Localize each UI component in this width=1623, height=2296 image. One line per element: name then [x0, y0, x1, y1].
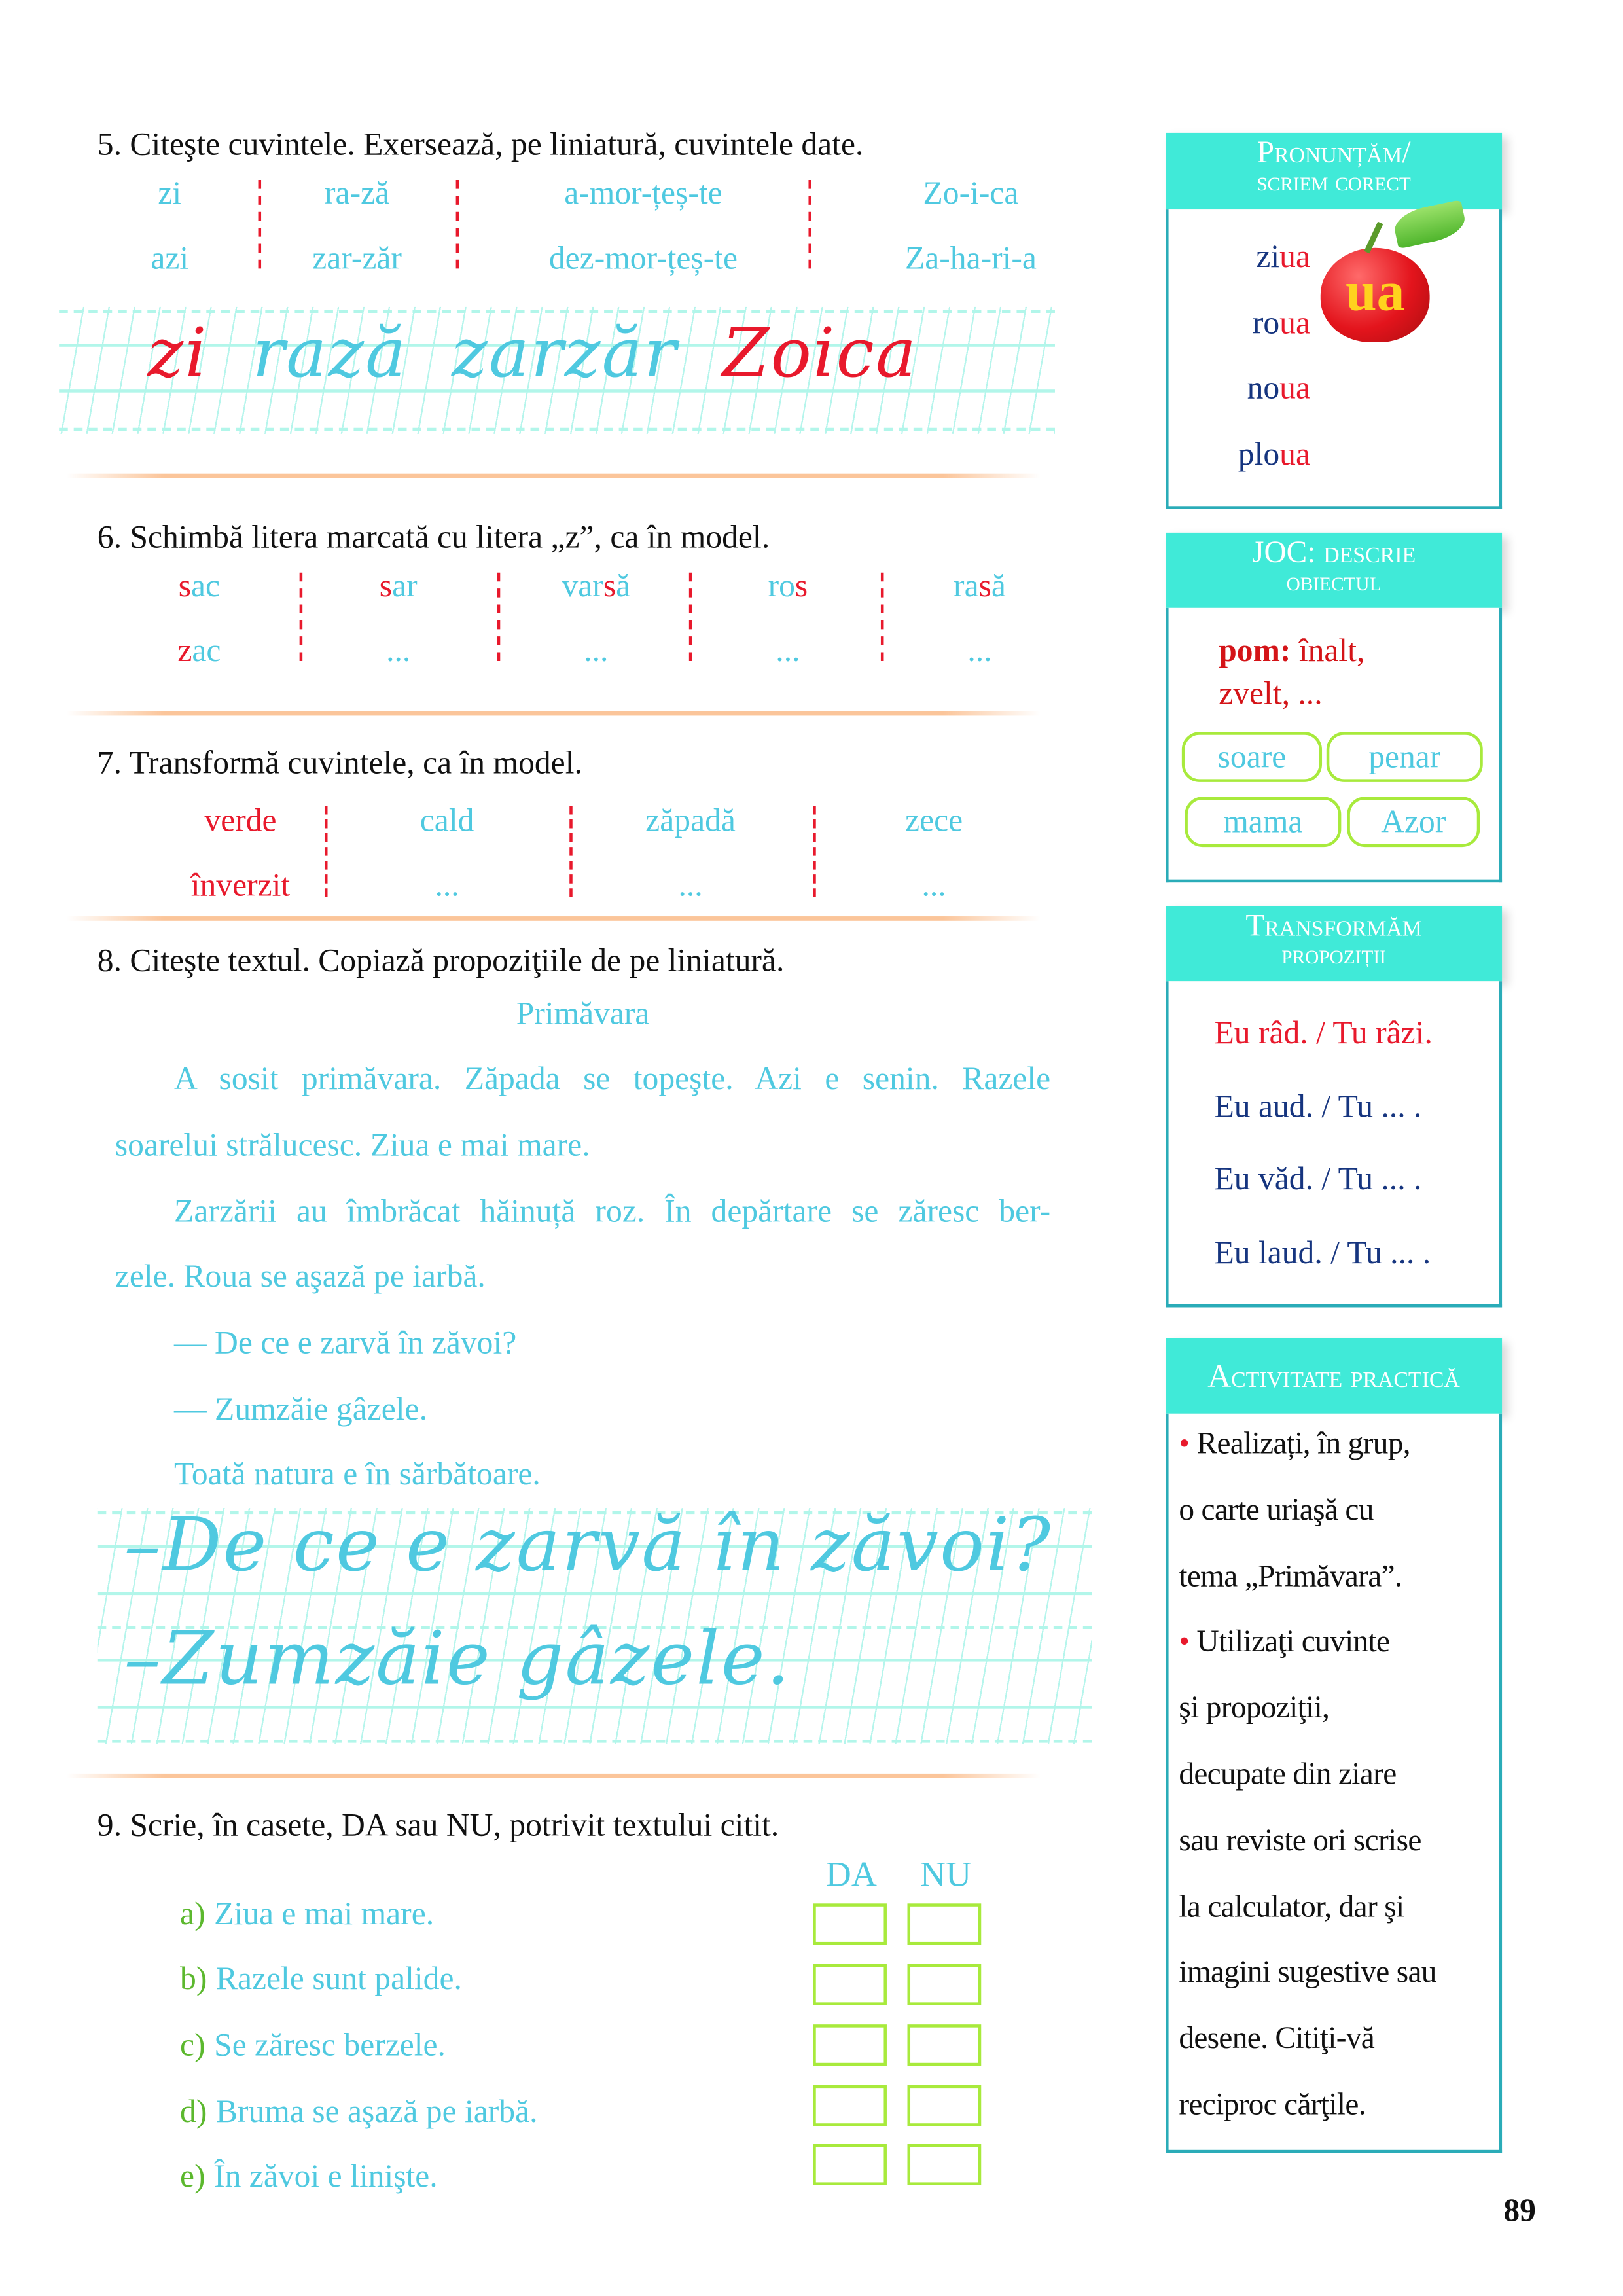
word: zece	[905, 801, 963, 838]
word-stem: ro	[1252, 304, 1280, 341]
statement-letter: c)	[180, 2026, 205, 2063]
cursive-model-words	[147, 313, 961, 393]
statement	[180, 2157, 438, 2196]
marked-letter: s	[978, 566, 991, 604]
cursive-word: rază	[252, 312, 408, 393]
dashed-separator	[689, 573, 692, 661]
box-header-pronuntam	[1166, 133, 1502, 209]
box-header-activitate: Activitate practică	[1166, 1338, 1502, 1414]
word	[776, 632, 800, 670]
exercise-7-title: 7. Transformă cuvintele, ca în model.	[97, 744, 582, 781]
text-line: — De ce e zarvă în zăvoi?	[174, 1323, 517, 1361]
word	[562, 567, 630, 605]
word-ending: ua	[1279, 368, 1310, 406]
answer-box-da[interactable]	[813, 2144, 887, 2185]
cursive-word: zarzăr	[451, 312, 678, 393]
dashed-separator	[813, 806, 816, 897]
syllable-word: Zo-i-ca	[923, 174, 1019, 211]
marked-letter: s	[379, 566, 393, 604]
word-part: ac	[192, 631, 221, 669]
sentence-pair: Eu aud. / Tu ... .	[1214, 1087, 1422, 1124]
box-pronuntam	[1166, 209, 1502, 509]
word-tag-penar: penar	[1327, 732, 1483, 782]
dashed-separator	[325, 806, 328, 897]
answer-box-da[interactable]	[813, 2024, 887, 2066]
page-number: 89	[1503, 2191, 1536, 2229]
word	[380, 567, 418, 605]
activity-line	[1179, 1822, 1421, 1859]
sentence-pair: Eu laud. / Tu ... .	[1214, 1233, 1431, 1271]
word-stem: plo	[1238, 435, 1280, 473]
answer-box-da[interactable]	[813, 2085, 887, 2126]
activity-text-line: decupate din ziare	[1179, 1755, 1397, 1791]
exercise-5-title: 5. Citeşte cuvintele. Exersează, pe liniatură, cuvintele date.	[97, 125, 864, 162]
dashed-separator	[569, 806, 573, 897]
activity-text-line: imagini sugestive sau	[1179, 1954, 1436, 1990]
marked-letter: s	[794, 566, 808, 604]
word: înverzit	[190, 866, 291, 903]
activity-text-line: tema „Primăvara”.	[1179, 1557, 1402, 1593]
cursive-word: Zoica	[722, 312, 918, 393]
ua-word	[1247, 369, 1310, 408]
box-title-line: scriem corect	[1257, 166, 1411, 198]
word-part: ...	[776, 631, 800, 669]
answer-blank[interactable]: ...	[921, 866, 946, 903]
text-line: — Zumzăie gâzele.	[174, 1390, 427, 1427]
text-line: A sosit primăvara. Zăpada se topeşte. Azi e senin. Razele	[174, 1059, 1051, 1097]
box-title-line: propoziții	[1281, 940, 1386, 970]
word-tag-mama: mama	[1185, 797, 1341, 847]
answer-blank[interactable]: ...	[678, 866, 703, 903]
text-line: Zarzării au îmbrăcat hăinuță roz. În depărtare se zăresc ber-	[174, 1192, 1051, 1229]
statement	[180, 1895, 434, 1933]
statement	[180, 2026, 446, 2064]
word: zăpadă	[645, 801, 736, 838]
activity-text-line: Realizați, în grup,	[1196, 1425, 1410, 1461]
activity-text-line: şi propoziţii,	[1179, 1689, 1330, 1725]
dashed-separator	[808, 180, 812, 268]
handwriting-ruled-area[interactable]	[59, 307, 1055, 434]
activity-line	[1179, 1558, 1402, 1594]
syllable-word: zar-zăr	[312, 239, 402, 276]
text-heading: Primăvara	[516, 994, 650, 1031]
word-part: var	[562, 566, 603, 604]
word-part: ...	[967, 631, 992, 669]
word: cald	[419, 801, 474, 838]
activity-line	[1179, 1624, 1389, 1660]
syllable-word: azi	[151, 239, 189, 276]
word: verde	[204, 801, 277, 838]
describe-example-line-1	[1219, 632, 1364, 670]
text-line: soarelui strălucesc. Ziua e mai mare.	[115, 1126, 590, 1163]
dashed-separator	[881, 573, 884, 661]
answer-box-nu[interactable]	[908, 2024, 982, 2066]
syllable-word: ra-ză	[325, 174, 390, 211]
word	[768, 567, 808, 605]
word	[967, 632, 991, 670]
box-title-line: JOC: descrie	[1252, 534, 1416, 570]
word-ending: ua	[1279, 304, 1310, 341]
statement-letter: b)	[180, 1959, 207, 1997]
box-header-joc	[1166, 533, 1502, 608]
sentence-pair: Eu râd. / Tu râzi.	[1214, 1013, 1433, 1051]
statement-letter: a)	[180, 1894, 205, 1932]
word-stem: zi	[1256, 237, 1280, 275]
word-ending: ua	[1279, 237, 1310, 275]
word-part: ă	[616, 566, 631, 604]
statement-letter: d)	[180, 2092, 207, 2130]
activity-line	[1179, 1426, 1410, 1462]
activity-text-line: desene. Citiţi-vă	[1179, 2020, 1375, 2056]
example-object: pom:	[1219, 631, 1291, 669]
dashed-separator	[456, 180, 459, 268]
activity-line	[1179, 2087, 1366, 2123]
apple-label: ua	[1345, 261, 1405, 323]
section-divider	[66, 1774, 1040, 1778]
word-part: ...	[386, 631, 411, 669]
statement	[180, 2092, 537, 2131]
statement-text: Bruma se aşază pe iarbă.	[215, 2092, 538, 2130]
marked-letter: z	[177, 631, 192, 669]
section-divider	[66, 474, 1040, 478]
word-part: ra	[954, 566, 979, 604]
syllable-word: a-mor-țeș-te	[564, 174, 722, 211]
word-part: ă	[991, 566, 1006, 604]
cursive-line-2: –Zumzăie gâzele.	[124, 1615, 791, 1702]
dashed-separator	[300, 573, 303, 661]
word-tag-azor: Azor	[1347, 797, 1480, 847]
ua-word	[1256, 238, 1310, 276]
activity-text-line: o carte uriaşă cu	[1179, 1491, 1374, 1527]
word-ending: ua	[1279, 435, 1310, 473]
activity-line	[1179, 2020, 1374, 2057]
box-title-line: Pronunțăm/	[1257, 134, 1411, 170]
dashed-separator	[259, 180, 262, 268]
text-line: Toată natura e în sărbătoare.	[174, 1454, 541, 1492]
word-stem: no	[1247, 368, 1280, 406]
statement-letter: e)	[180, 2157, 205, 2195]
word	[386, 632, 410, 670]
word-part: ac	[190, 566, 221, 604]
exercise-8-title: 8. Citeşte textul. Copiază propoziţiile de pe liniatură.	[97, 941, 785, 978]
exercise-6-title: 6. Schimbă litera marcată cu litera „z”, ca în model.	[97, 518, 770, 555]
answer-blank[interactable]: ...	[435, 866, 459, 903]
activity-text-line: Utilizaţi cuvinte	[1196, 1623, 1390, 1659]
column-header-nu: NU	[920, 1856, 972, 1895]
answer-box-da[interactable]	[813, 1964, 887, 2005]
answer-box-nu[interactable]	[908, 1903, 982, 1945]
activity-line	[1179, 1756, 1396, 1793]
answer-box-da[interactable]	[813, 1903, 887, 1945]
box-title-line: obiectul	[1286, 566, 1382, 596]
statement-text: Ziua e mai mare.	[214, 1894, 435, 1932]
ruler-line	[98, 1592, 1092, 1596]
handwriting-ruled-area[interactable]	[98, 1502, 1092, 1744]
bullet-icon: •	[1179, 1623, 1190, 1659]
syllable-word: zi	[158, 174, 182, 211]
sentence-pair: Eu văd. / Tu ... .	[1214, 1160, 1422, 1197]
word	[954, 567, 1006, 605]
answer-box-nu[interactable]	[908, 2144, 982, 2185]
marked-letter: s	[178, 566, 191, 604]
activity-text-line: sau reviste ori scrise	[1179, 1821, 1421, 1857]
example-adjectives: înalt,	[1291, 631, 1365, 669]
word	[177, 632, 221, 670]
ua-word	[1253, 304, 1310, 342]
activity-line	[1179, 1492, 1373, 1528]
word-tag-soare: soare	[1182, 732, 1322, 782]
activity-line	[1179, 1888, 1404, 1925]
exercise-9-title: 9. Scrie, în casete, DA sau NU, potrivit textului citit.	[97, 1806, 779, 1843]
activity-text-line: reciproc cărţile.	[1179, 2086, 1366, 2122]
ua-word	[1238, 435, 1310, 474]
word-part: ro	[768, 566, 795, 604]
syllable-word: Za-ha-ri-a	[904, 239, 1037, 276]
cursive-line-1: –De ce e zarvă în zăvoi?	[124, 1502, 1052, 1588]
ruler-line	[98, 1706, 1092, 1709]
activity-line	[1179, 1954, 1436, 1991]
bullet-icon: •	[1179, 1425, 1190, 1461]
describe-example-line-2: zvelt, ...	[1219, 674, 1323, 711]
dashed-separator	[497, 573, 501, 661]
ruler-line	[98, 1740, 1092, 1743]
text-line: zele. Roua se aşază pe iarbă.	[115, 1257, 486, 1295]
statement-text: Se zăresc berzele.	[214, 2026, 446, 2063]
section-divider	[66, 916, 1040, 921]
statement-text: În zăvoi e linişte.	[214, 2157, 438, 2195]
word-part: ar	[392, 566, 418, 604]
cursive-word: zi	[147, 312, 208, 393]
word	[179, 567, 220, 605]
word	[584, 632, 608, 670]
section-divider	[66, 711, 1040, 716]
activity-line	[1179, 1690, 1329, 1727]
column-header-da: DA	[825, 1856, 877, 1895]
box-title-line: Transformăm	[1245, 907, 1422, 943]
answer-box-nu[interactable]	[908, 1964, 982, 2005]
statement	[180, 1960, 462, 1998]
answer-box-nu[interactable]	[908, 2085, 982, 2126]
activity-text-line: la calculator, dar şi	[1179, 1888, 1404, 1924]
word-part: ...	[584, 631, 609, 669]
ruler-line	[59, 428, 1055, 431]
marked-letter: s	[603, 566, 616, 604]
syllable-word: dez-mor-țeș-te	[548, 239, 738, 276]
statement-text: Razele sunt palide.	[215, 1959, 462, 1997]
box-header-transformam	[1166, 906, 1502, 981]
